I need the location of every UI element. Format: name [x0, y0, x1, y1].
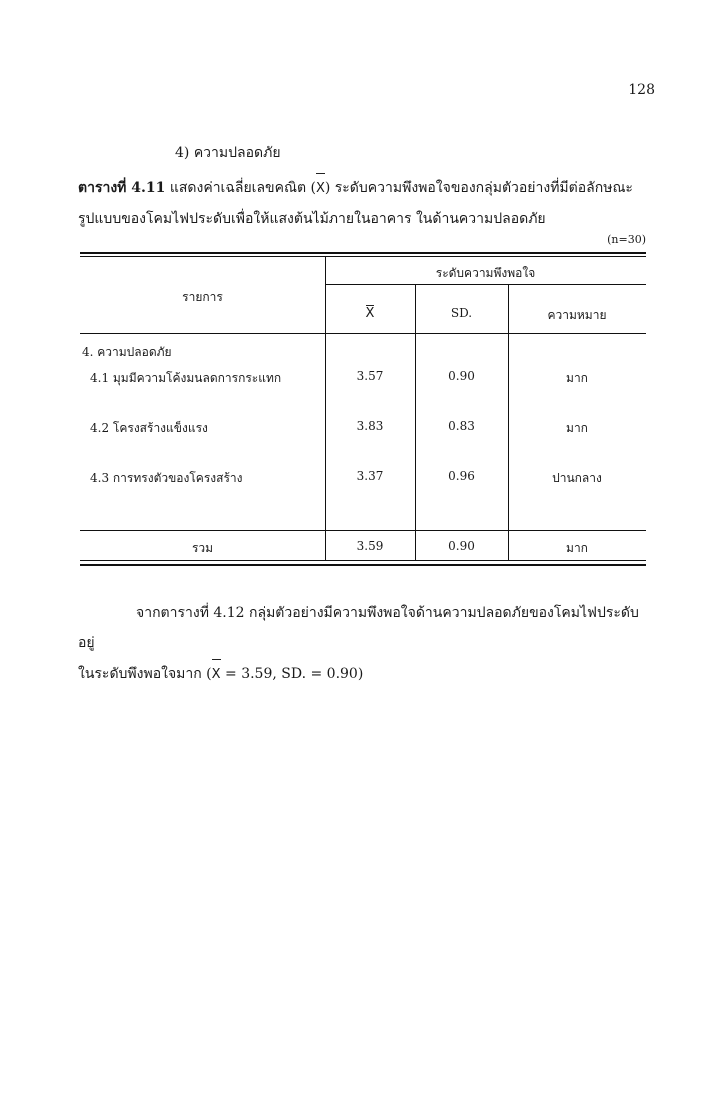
- header-rule: [80, 333, 646, 334]
- total-sd: 0.90: [448, 539, 475, 553]
- row-2-sd: 0.83: [448, 419, 475, 433]
- table-top-rule: [80, 252, 646, 254]
- total-rule: [80, 530, 646, 531]
- category-label: 4. ความปลอดภัย: [82, 345, 172, 359]
- header-sd: SD.: [450, 306, 473, 320]
- section-heading: 4) ความปลอดภัย: [175, 145, 281, 161]
- summary-line-2-before: ในระดับพึงพอใจมาก (: [78, 666, 212, 682]
- summary-paragraph: [78, 598, 658, 690]
- col-divider-1: [325, 257, 326, 560]
- total-meaning: มาก: [566, 541, 588, 555]
- row-2-meaning: มาก: [566, 421, 588, 435]
- header-mean: [325, 304, 415, 321]
- group-header-rule: [325, 284, 646, 285]
- caption-label: ตารางที่ 4.11: [78, 180, 166, 196]
- table-caption: [78, 172, 658, 234]
- caption-text-after: ) ระดับความพึงพอใจของกลุ่มตัวอย่างที่มีต่อลักษณะ: [324, 180, 633, 196]
- row-1-mean: 3.57: [356, 369, 384, 383]
- row-3-meaning: ปานกลาง: [552, 471, 602, 485]
- row-1-meaning: มาก: [566, 371, 588, 385]
- row-1-sd: 0.90: [448, 369, 475, 383]
- row-3-sd: 0.96: [448, 469, 475, 483]
- caption-line-2: รูปแบบของโคมไฟประดับเพื่อให้แสงต้นไม้ภายในอาคาร ในด้านความปลอดภัย: [78, 211, 546, 227]
- header-mean-symbol: X: [365, 306, 375, 321]
- summary-line-1: จากตารางที่ 4.12 กลุ่มตัวอย่างมีความพึงพอใจด้านความปลอดภัยของโคมไฟประดับ อยู่: [78, 605, 639, 651]
- table-bottom-rule: [80, 564, 646, 566]
- total-label: รวม: [191, 541, 214, 555]
- total-mean: 3.59: [356, 539, 384, 553]
- sample-size: (n=30): [607, 233, 646, 246]
- summary-mean-symbol: X: [212, 658, 221, 690]
- header-meaning: ความหมาย: [547, 308, 607, 322]
- summary-line-2-after: = 3.59, SD. = 0.90): [220, 666, 364, 682]
- table-top-rule-inner: [80, 256, 646, 257]
- header-item: รายการ: [182, 290, 223, 304]
- row-1-item: 4.1 มุมมีความโค้งมนลดการกระแทก: [90, 371, 282, 385]
- row-2-item: 4.2 โครงสร้างแข็งแรง: [90, 421, 208, 435]
- page-number: 128: [628, 82, 655, 98]
- row-2-mean: 3.83: [356, 419, 384, 433]
- caption-text-before: แสดงค่าเฉลี่ยเลขคณิต (: [169, 180, 316, 196]
- table-bottom-rule-inner: [80, 560, 646, 561]
- row-3-mean: 3.37: [356, 469, 384, 483]
- satisfaction-table: [80, 252, 646, 568]
- row-3-item: 4.3 การทรงตัวของโครงสร้าง: [90, 471, 243, 485]
- header-group: ระดับความพึงพอใจ: [435, 266, 536, 280]
- caption-mean-symbol: X: [316, 172, 325, 204]
